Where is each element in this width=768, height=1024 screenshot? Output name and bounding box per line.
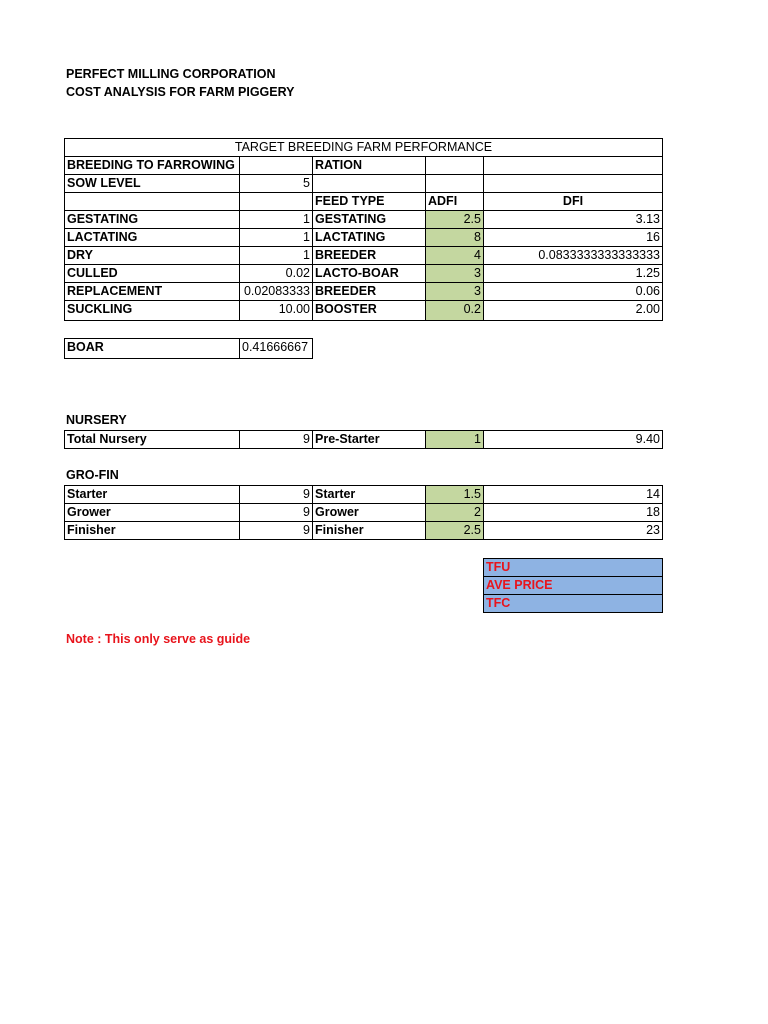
feed-type-header: FEED TYPE <box>312 192 426 211</box>
breeding-row-dfi: 1.25 <box>483 264 663 283</box>
summary-tfc[interactable]: TFC <box>483 594 663 613</box>
grofin-row-feed: Starter <box>312 485 426 504</box>
breeding-table-title: TARGET BREEDING FARM PERFORMANCE <box>64 138 663 157</box>
guide-note: Note : This only serve as guide <box>66 632 251 646</box>
breeding-row-adfi[interactable]: 0.2 <box>425 300 484 321</box>
grofin-row-dfi: 18 <box>483 503 663 522</box>
empty-cell <box>239 156 313 175</box>
nursery-row-value: 9 <box>239 430 313 449</box>
empty-cell <box>483 174 663 193</box>
breeding-row-feed: GESTATING <box>312 210 426 229</box>
grofin-row-label: Starter <box>64 485 240 504</box>
breeding-row-feed: BREEDER <box>312 282 426 301</box>
nursery-row-label: Total Nursery <box>64 430 240 449</box>
report-subtitle: COST ANALYSIS FOR FARM PIGGERY <box>66 85 295 99</box>
grofin-row-label: Finisher <box>64 521 240 540</box>
grofin-row-adfi[interactable]: 2.5 <box>425 521 484 540</box>
breeding-row-label: CULLED <box>64 264 240 283</box>
sow-level-label: SOW LEVEL <box>64 174 240 193</box>
summary-ave-price[interactable]: AVE PRICE <box>483 576 663 595</box>
breeding-row-label: LACTATING <box>64 228 240 247</box>
breeding-row-value: 1 <box>239 228 313 247</box>
boar-value: 0.41666667 <box>239 338 313 359</box>
breeding-row-label: DRY <box>64 246 240 265</box>
grofin-row-label: Grower <box>64 503 240 522</box>
grofin-row-value: 9 <box>239 485 313 504</box>
breeding-row-dfi: 0.06 <box>483 282 663 301</box>
grofin-row-feed: Finisher <box>312 521 426 540</box>
ration-header: RATION <box>312 156 426 175</box>
breeding-row-adfi[interactable]: 3 <box>425 264 484 283</box>
breeding-row-value: 0.02 <box>239 264 313 283</box>
breeding-row-label: SUCKLING <box>64 300 240 321</box>
empty-cell <box>239 192 313 211</box>
breeding-row-dfi: 16 <box>483 228 663 247</box>
breeding-row-feed: BOOSTER <box>312 300 426 321</box>
grofin-row-dfi: 23 <box>483 521 663 540</box>
grofin-row-dfi: 14 <box>483 485 663 504</box>
breeding-row-adfi[interactable]: 3 <box>425 282 484 301</box>
breeding-row-value: 1 <box>239 246 313 265</box>
breeding-row-adfi[interactable]: 4 <box>425 246 484 265</box>
grofin-row-adfi[interactable]: 1.5 <box>425 485 484 504</box>
breeding-row-value: 0.02083333 <box>239 282 313 301</box>
empty-cell <box>64 192 240 211</box>
nursery-row-feed: Pre-Starter <box>312 430 426 449</box>
breeding-row-dfi: 2.00 <box>483 300 663 321</box>
grofin-section-label: GRO-FIN <box>66 468 119 482</box>
empty-cell <box>312 174 426 193</box>
empty-cell <box>425 156 484 175</box>
boar-label: BOAR <box>64 338 240 359</box>
breeding-row-adfi[interactable]: 8 <box>425 228 484 247</box>
breeding-row-dfi: 0.0833333333333333 <box>483 246 663 265</box>
breeding-row-dfi: 3.13 <box>483 210 663 229</box>
summary-tfu[interactable]: TFU <box>483 558 663 577</box>
breeding-row-feed: BREEDER <box>312 246 426 265</box>
nursery-row-adfi[interactable]: 1 <box>425 430 484 449</box>
grofin-row-adfi[interactable]: 2 <box>425 503 484 522</box>
breeding-row-label: GESTATING <box>64 210 240 229</box>
adfi-header: ADFI <box>425 192 484 211</box>
grofin-row-value: 9 <box>239 521 313 540</box>
breeding-row-feed: LACTO-BOAR <box>312 264 426 283</box>
grofin-row-feed: Grower <box>312 503 426 522</box>
grofin-row-value: 9 <box>239 503 313 522</box>
company-name: PERFECT MILLING CORPORATION <box>66 67 276 81</box>
breeding-to-farrowing-header: BREEDING TO FARROWING <box>64 156 240 175</box>
breeding-row-label: REPLACEMENT <box>64 282 240 301</box>
dfi-header: DFI <box>483 192 663 211</box>
sow-level-value: 5 <box>239 174 313 193</box>
nursery-row-dfi: 9.40 <box>483 430 663 449</box>
empty-cell <box>425 174 484 193</box>
nursery-section-label: NURSERY <box>66 413 127 427</box>
breeding-row-value: 1 <box>239 210 313 229</box>
breeding-row-value: 10.00 <box>239 300 313 321</box>
empty-cell <box>483 156 663 175</box>
breeding-row-adfi[interactable]: 2.5 <box>425 210 484 229</box>
breeding-row-feed: LACTATING <box>312 228 426 247</box>
